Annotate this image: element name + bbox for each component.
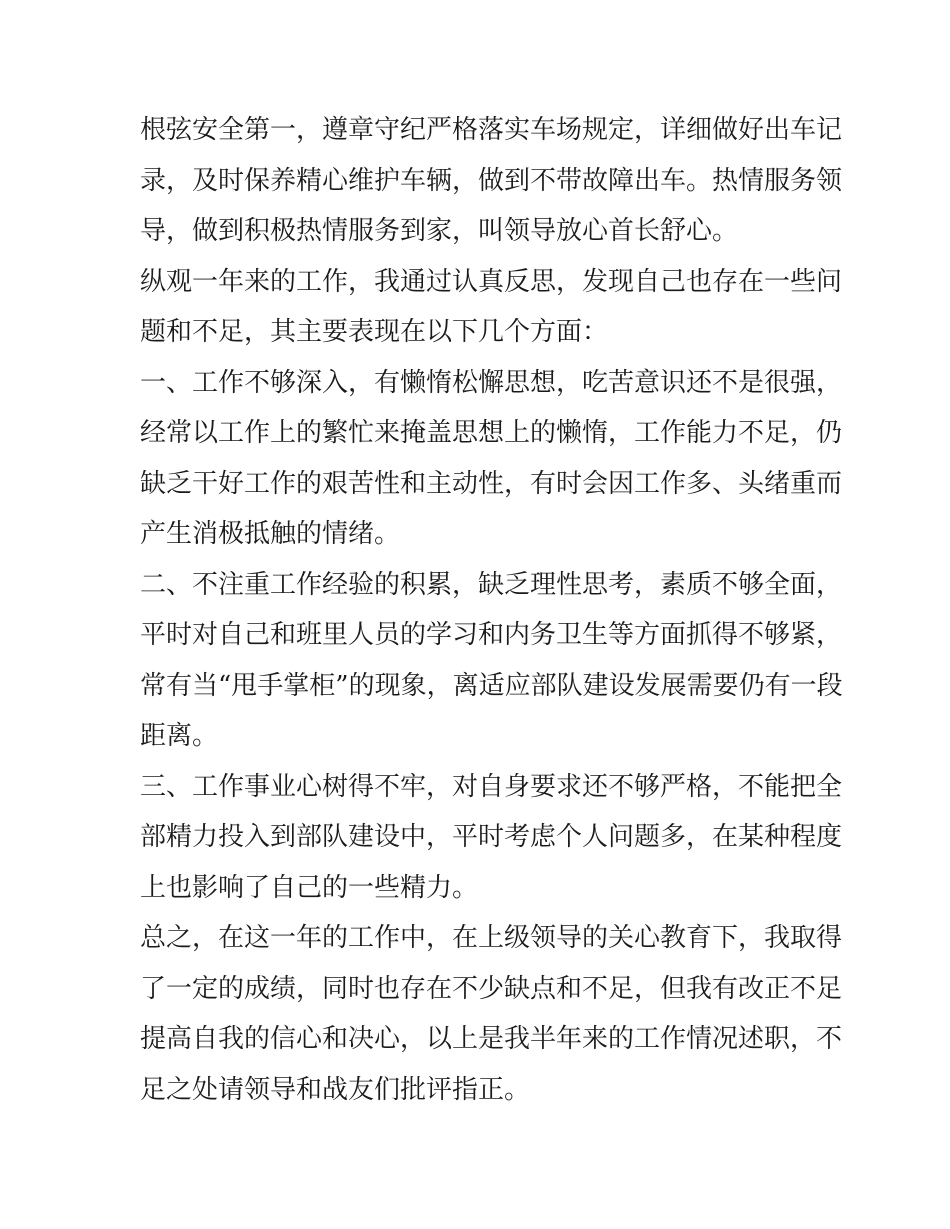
text-line: 常有当“甩手掌柜”的现象，离适应部队建设发展需要仍有一段 bbox=[140, 670, 843, 701]
text-line: 提高自我的信心和决心，以上是我半年来的工作情况述职，不 bbox=[140, 1024, 843, 1054]
text-line: 部精力投入到部队建设中，平时考虑个人问题多，在某种程度 bbox=[140, 822, 843, 852]
text-line: 题和不足，其主要表现在以下几个方面： bbox=[140, 317, 609, 347]
text-line: 导，做到积极热情服务到家，叫领导放心首长舒心。 bbox=[140, 216, 739, 246]
text-line: 产生消极抵触的情绪。 bbox=[140, 519, 401, 549]
text-line: 录，及时保养精心维护车辆，做到不带故障出车。热情服务领 bbox=[140, 165, 843, 196]
text-line: 一、工作不够深入，有懒惰松懈思想，吃苦意识还不是很强， bbox=[140, 367, 843, 398]
text-line: 总之，在这一年的工作中，在上级领导的关心教育下，我取得 bbox=[140, 923, 843, 953]
text-line: 三、工作事业心树得不牢，对自身要求还不够严格，不能把全 bbox=[140, 771, 843, 802]
text-line: 根弦安全第一，遵章守纪严格落实车场规定，详细做好出车记 bbox=[140, 115, 843, 145]
text-line: 足之处请领导和战友们批评指正。 bbox=[140, 1074, 531, 1105]
text-line: 经常以工作上的繁忙来掩盖思想上的懒惰，工作能力不足，仍 bbox=[140, 418, 843, 448]
text-line: 上也影响了自己的一些精力。 bbox=[140, 872, 479, 903]
text-line: 了一定的成绩，同时也存在不少缺点和不足，但我有改正不足 bbox=[140, 973, 843, 1004]
text-line: 距离。 bbox=[140, 721, 219, 751]
text-line: 平时对自己和班里人员的学习和内务卫生等方面抓得不够紧， bbox=[140, 620, 843, 650]
text-line: 缺乏干好工作的艰苦性和主动性，有时会因工作多、头绪重而 bbox=[140, 468, 843, 499]
document-body bbox=[140, 105, 843, 1115]
text-line: 二、不注重工作经验的积累，缺乏理性思考，素质不够全面， bbox=[140, 569, 843, 600]
text-line: 纵观一年来的工作，我通过认真反思，发现自己也存在一些问 bbox=[140, 266, 843, 297]
